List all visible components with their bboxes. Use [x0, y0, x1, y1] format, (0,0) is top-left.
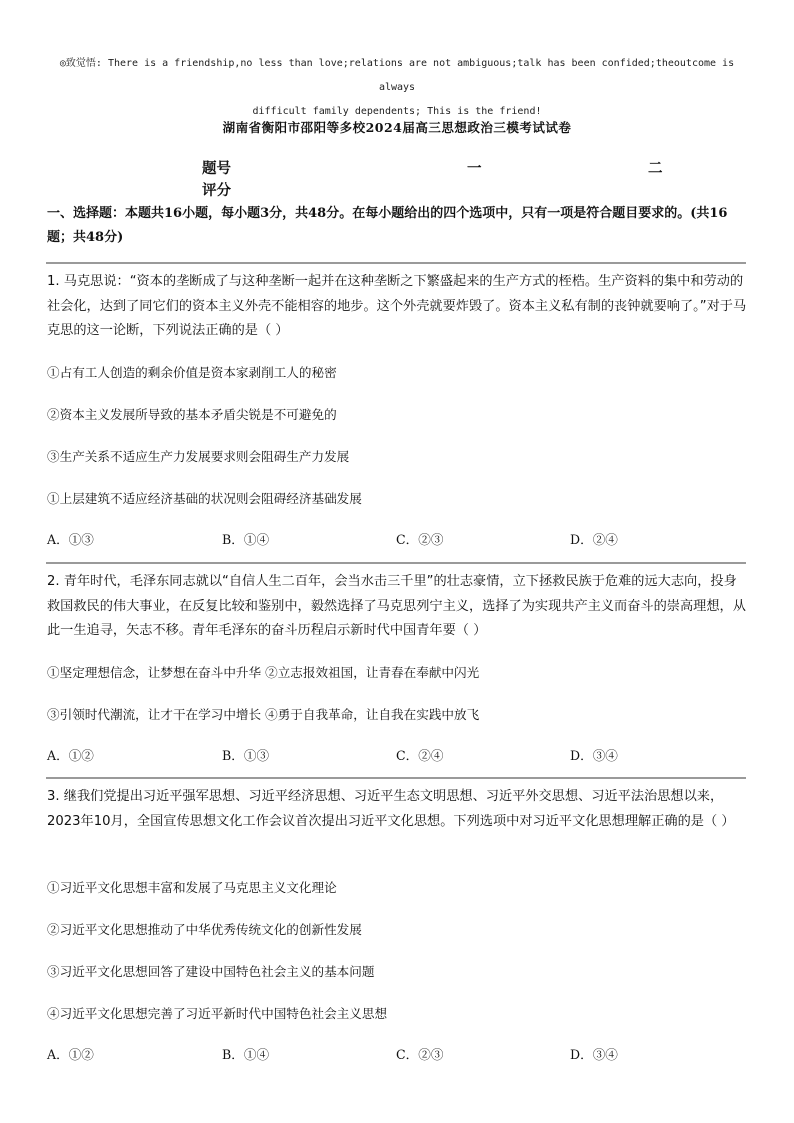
score-col-two: 二	[648, 160, 663, 177]
divider	[46, 777, 746, 779]
statement: ①坚定理想信念，让梦想在奋斗中升华 ②立志报效祖国，让青春在奉献中闪光	[47, 665, 480, 680]
option-d[interactable]: D．②④	[570, 532, 618, 547]
option-a[interactable]: A．①②	[47, 1047, 94, 1062]
option-d[interactable]: D．③④	[570, 1047, 618, 1062]
option-a[interactable]: A．①②	[47, 748, 94, 763]
statement: ③引领时代潮流，让才干在学习中增长 ④勇于自我革命，让自我在实践中放飞	[47, 707, 480, 722]
option-b[interactable]: B．①④	[222, 1047, 270, 1062]
divider	[46, 262, 746, 264]
option-d[interactable]: D．③④	[570, 748, 618, 763]
statement: ①上层建筑不适应经济基础的状况则会阻碍经济基础发展	[47, 491, 362, 506]
score-row-label-number: 题号	[202, 160, 231, 177]
header-quote-line1: ◎致觉悟: There is a friendship,no less than love;relations are not ambiguous;talk has been confided;theoutcome is always	[59, 58, 735, 93]
statement: ③生产关系不适应生产力发展要求则会阻碍生产力发展	[47, 449, 350, 464]
option-b[interactable]: B．①③	[222, 748, 270, 763]
statement: ②资本主义发展所导致的基本矛盾尖锐是不可避免的	[47, 407, 337, 422]
header-quote-line2: difficult family dependents; This is the friend!	[252, 106, 542, 117]
statement: ②习近平文化思想推动了中华优秀传统文化的创新性发展	[47, 922, 362, 937]
section-heading: 一、选择题：本题共16小题，每小题3分，共48分。在每小题给出的四个选项中，只有一项是符合题目要求的。(共16题；共48分)	[47, 206, 728, 245]
page-title: 湖南省衡阳市邵阳等多校2024届高三思想政治三模考试试卷	[222, 120, 572, 135]
statement: ③习近平文化思想回答了建设中国特色社会主义的基本问题	[47, 964, 375, 979]
statement: ④习近平文化思想完善了习近平新时代中国特色社会主义思想	[47, 1006, 388, 1021]
question-stem: 3. 继我们党提出习近平强军思想、习近平经济思想、习近平生态文明思想、习近平外交思想、习近平法治思想以来，2023年10月，全国宣传思想文化工作会议首次提出习近平文化思想。下列选项中对习近平文化思想理解正确的是（ ）	[47, 789, 735, 829]
question-stem: 2. 青年时代，毛泽东同志就以“自信人生二百年，会当水击三千里”的壮志豪情，立下拯救民族于危难的远大志向，投身救国救民的伟大事业，在反复比较和鉴别中，毅然选择了马克思列宁主义，选择了为实现共产主义而奋斗的崇高理想，从此一生追寻，矢志不移。青年毛泽东的奋斗历程启示新时代中国青年要（ ）	[47, 574, 746, 638]
header-quote	[46, 52, 748, 124]
statement: ①习近平文化思想丰富和发展了马克思主义文化理论	[47, 880, 337, 895]
score-table	[0, 150, 794, 198]
statement: ①占有工人创造的剩余价值是资本家剥削工人的秘密	[47, 365, 337, 380]
option-a[interactable]: A．①③	[47, 532, 94, 547]
score-col-one: 一	[467, 160, 482, 177]
option-c[interactable]: C．②③	[396, 1047, 444, 1062]
option-b[interactable]: B．①④	[222, 532, 270, 547]
option-c[interactable]: C．②③	[396, 532, 444, 547]
divider	[46, 562, 746, 564]
option-c[interactable]: C．②④	[396, 748, 444, 763]
question-stem: 1. 马克思说：“资本的垄断成了与这种垄断一起并在这种垄断之下繁盛起来的生产方式的桎梏。生产资料的集中和劳动的社会化，达到了同它们的资本主义外壳不能相容的地步。这个外壳就要炸毁了。资本主义私有制的丧钟就要响了。”对于马克思的这一论断，下列说法正确的是（ ）	[47, 274, 747, 338]
score-row-label-score: 评分	[202, 182, 231, 199]
